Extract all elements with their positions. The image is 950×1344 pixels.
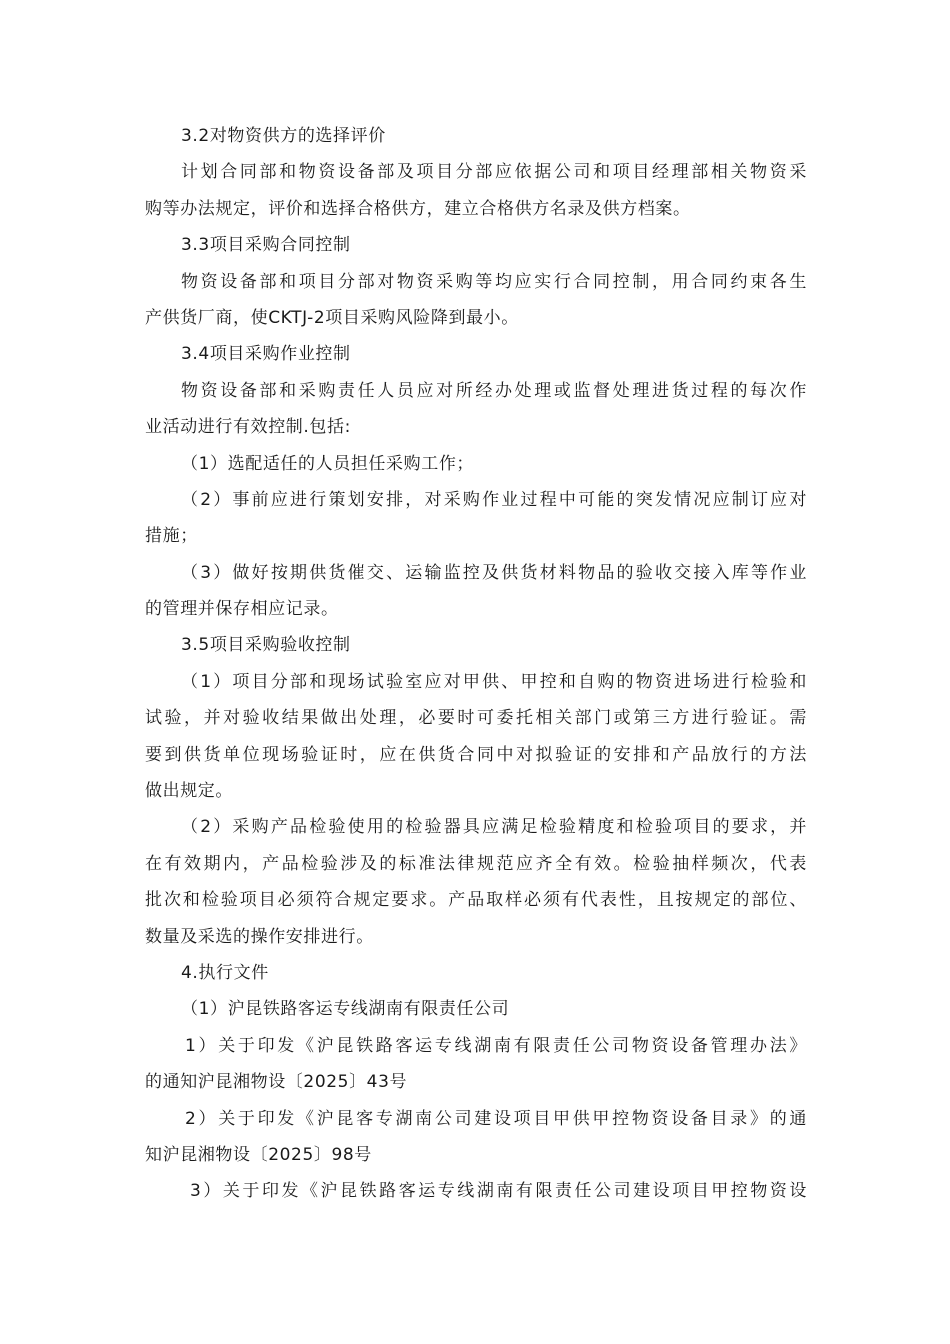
paragraph-line: 批次和检验项目必须符合规定要求。产品取样必须有代表性，且按规定的部位、 <box>145 890 807 911</box>
paragraph-line: 计划合同部和物资设备部及项目分部应依据公司和项目经理部相关物资采 <box>181 162 807 183</box>
paragraph-line: 的管理并保存相应记录。 <box>145 599 339 620</box>
list-item: （1）项目分部和现场试验室应对甲供、甲控和自购的物资进场进行检验和 <box>181 671 807 692</box>
paragraph-line: 要到供货单位现场验证时，应在供货合同中对拟验证的安排和产品放行的方法 <box>145 744 807 765</box>
list-item: （1）沪昆铁路客运专线湖南有限责任公司 <box>181 999 510 1020</box>
paragraph-line: 试验，并对验收结果做出处理，必要时可委托相关部门或第三方进行验证。需 <box>145 708 807 729</box>
paragraph-line: 做出规定。 <box>145 781 233 802</box>
paragraph-line: 业活动进行有效控制.包括: <box>145 417 351 438</box>
paragraph-line: 物资设备部和采购责任人员应对所经办处理或监督处理进货过程的每次作 <box>181 380 807 401</box>
paragraph-line: 产供货厂商，使CKTJ-2项目采购风险降到最小。 <box>145 307 519 328</box>
section-heading-3-5: 3.5项目采购验收控制 <box>181 635 351 656</box>
section-heading-3-2: 3.2对物资供方的选择评价 <box>181 126 386 146</box>
paragraph-line: 物资设备部和项目分部对物资采购等均应实行合同控制，用合同约束各生 <box>181 271 807 292</box>
paragraph-line: 知沪昆湘物设〔2025〕98号 <box>145 1144 372 1165</box>
list-item: （2）事前应进行策划安排，对采购作业过程中可能的突发情况应制订应对 <box>181 489 807 510</box>
list-item: （2）采购产品检验使用的检验器具应满足检验精度和检验项目的要求，并 <box>181 817 807 838</box>
document-body <box>145 118 807 1210</box>
sub-list-item: 1）关于印发《沪昆铁路客运专线湖南有限责任公司物资设备管理办法》 <box>185 1035 807 1056</box>
section-heading-3-4: 3.4项目采购作业控制 <box>181 344 351 365</box>
paragraph-line: 数量及采选的操作安排进行。 <box>145 926 374 947</box>
section-heading-3-3: 3.3项目采购合同控制 <box>181 235 351 256</box>
sub-list-item: 3）关于印发《沪昆铁路客运专线湖南有限责任公司建设项目甲控物资设 <box>190 1181 807 1202</box>
paragraph-line: 购等办法规定，评价和选择合格供方，建立合格供方名录及供方档案。 <box>145 198 691 219</box>
list-item: （1）选配适任的人员担任采购工作； <box>181 453 475 474</box>
sub-list-item: 2）关于印发《沪昆客专湖南公司建设项目甲供甲控物资设备目录》的通 <box>185 1108 807 1129</box>
paragraph-line: 的通知沪昆湘物设〔2025〕43号 <box>145 1072 408 1093</box>
paragraph-line: 在有效期内，产品检验涉及的标准法律规范应齐全有效。检验抽样频次，代表 <box>145 853 807 874</box>
section-heading-4: 4.执行文件 <box>181 962 269 983</box>
paragraph-line: 措施； <box>145 526 198 547</box>
list-item: （3）做好按期供货催交、运输监控及供货材料物品的验收交接入库等作业 <box>181 562 807 583</box>
